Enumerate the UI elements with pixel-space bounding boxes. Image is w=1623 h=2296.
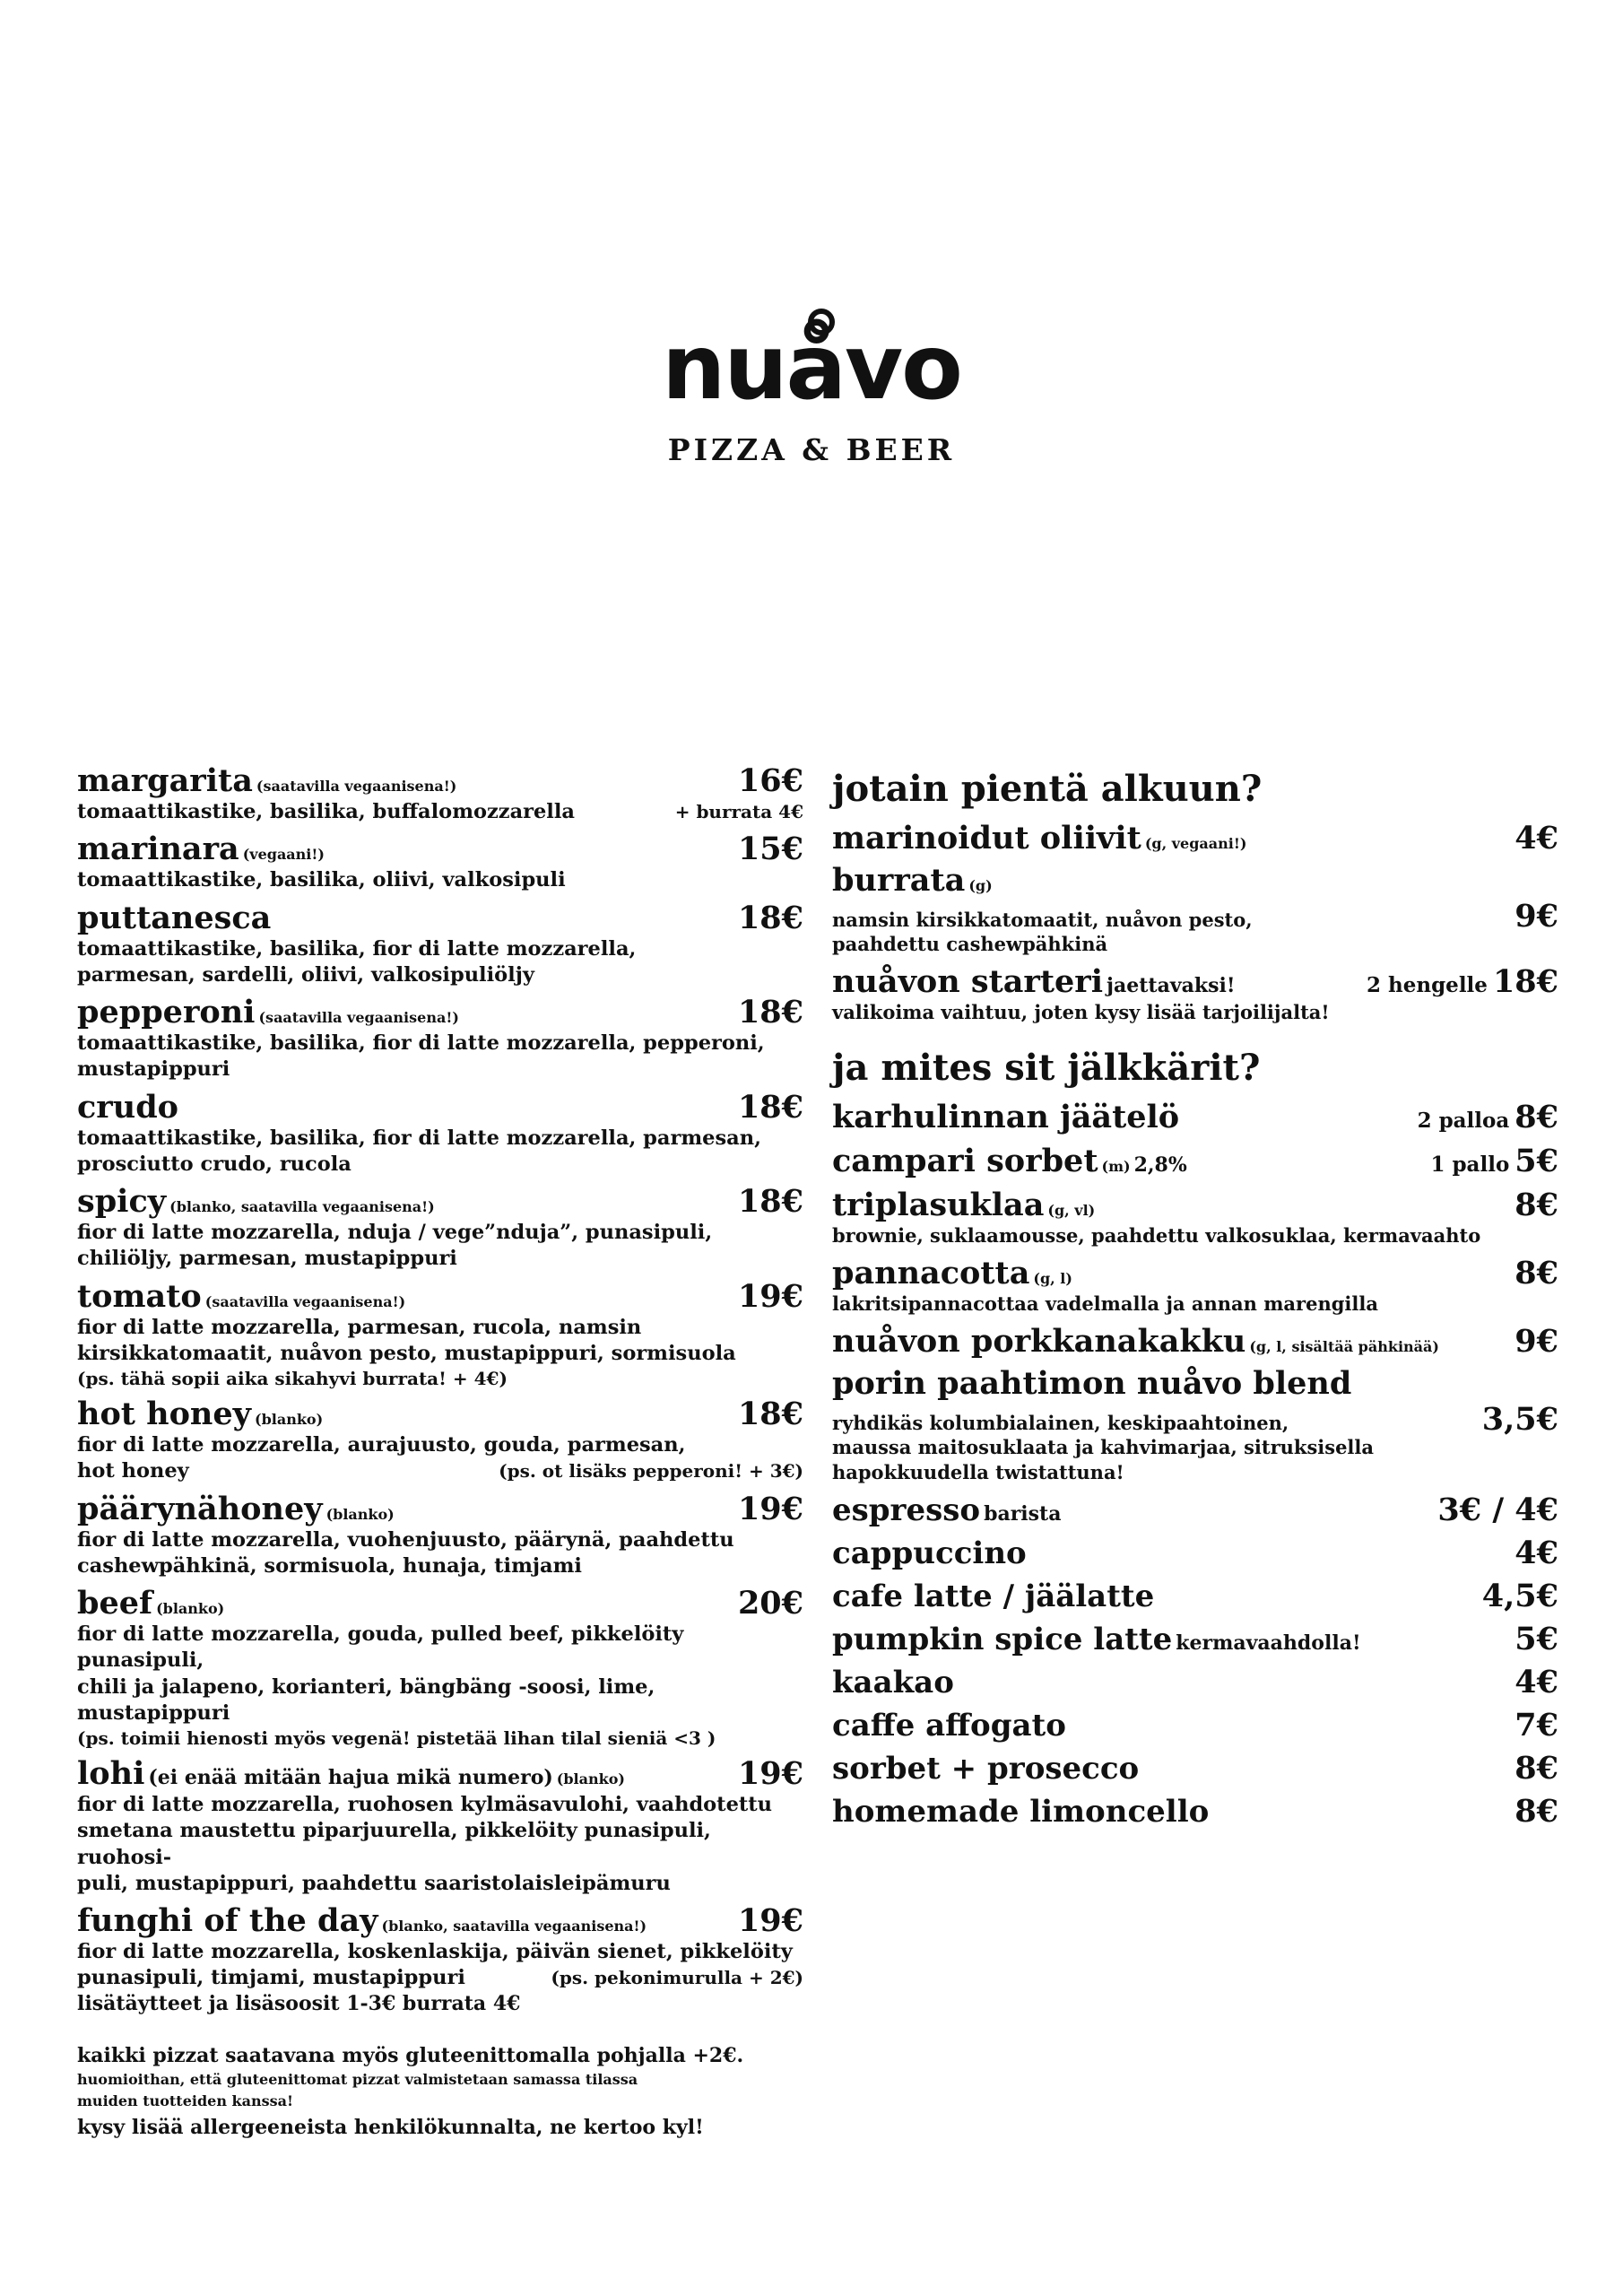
menu-item-price-group	[1515, 1535, 1558, 1571]
menu-item-name: kaakao	[832, 1664, 954, 1700]
menu-item-desc-row	[832, 898, 1558, 957]
menu-item-title	[832, 1144, 1187, 1178]
pizza-item	[77, 831, 803, 893]
pizza-item	[77, 1183, 803, 1273]
pizza-name: pepperoni	[77, 994, 256, 1031]
pizza-item	[77, 1585, 803, 1750]
menu-item-row	[832, 963, 1558, 1000]
pizza-desc-row	[77, 1458, 803, 1484]
pizza-price: 19€	[737, 1902, 803, 1939]
menu-item-note: jaettavaksi!	[1107, 974, 1236, 998]
blend-price: 3,5€	[1481, 1401, 1558, 1439]
pizza-title	[77, 1757, 625, 1791]
pizza-price: 15€	[737, 831, 803, 868]
menu-item-desc: namsin kirsikkatomaatit, nuåvon pesto, paahdettu cashewpähkinä	[832, 908, 1253, 956]
desserts-heading: ja mites sit jälkkärit?	[832, 1046, 1261, 1089]
menu-item-row	[832, 1492, 1558, 1528]
menu-item-price: 8€	[1515, 1254, 1558, 1292]
pizza-title-row	[77, 1396, 803, 1432]
menu-item-title	[832, 1325, 1439, 1359]
pizza-desc: tomaattikastike, basilika, oliivi, valkosipuli	[77, 868, 566, 892]
pizza-title-row	[77, 1089, 803, 1126]
pizza-name: marinara	[77, 831, 239, 868]
pizza-note: (saatavilla vegaanisena!)	[204, 1292, 406, 1310]
pizza-title	[77, 1904, 647, 1938]
pizza-item	[77, 900, 803, 989]
pizza-note: (blanko)	[556, 1770, 625, 1787]
logo-ring-icon	[808, 309, 835, 335]
menu-item	[832, 1793, 1558, 1830]
menu-item	[832, 1143, 1558, 1179]
menu-item	[832, 1099, 1558, 1135]
pizza-title-row	[77, 900, 803, 936]
menu-item-price: 8€	[1515, 1186, 1558, 1223]
menu-item	[832, 1621, 1558, 1657]
pizza-desc: fior di latte mozzarella, nduja / vege”nduja”, punasipuli, chiliöljy, parmesan, mustapippuri	[77, 1221, 713, 1271]
pizza-desc: tomaattikastike, basilika, fior di latte mozzarella, parmesan, prosciutto crudo, rucola	[77, 1126, 761, 1176]
menu-item-price: 8€	[1515, 1792, 1558, 1830]
menu-item-portion: 1 pallo	[1430, 1152, 1510, 1177]
menu-item-title	[832, 1752, 1139, 1786]
menu-item-name: sorbet + prosecco	[832, 1750, 1140, 1787]
starters-heading: jotain pientä alkuun?	[832, 768, 1263, 810]
menu-item-name: campari sorbet	[832, 1142, 1098, 1179]
pizza-title	[77, 1088, 179, 1126]
menu-item-price-group	[1515, 1664, 1558, 1700]
pizza-name: tomato	[77, 1277, 202, 1315]
allergen-note: kysy lisää allergeeneista henkilökunnalta, ne kertoo kyl!	[77, 2115, 704, 2139]
menu-item-name: nuåvon porkkanakakku	[832, 1323, 1246, 1361]
pizza-note: (blanko, saatavilla vegaanisena!)	[381, 1918, 647, 1935]
pizza-name: funghi of the day	[77, 1902, 378, 1939]
pizza-name: puttanesca	[77, 899, 272, 936]
menu-item	[832, 1535, 1558, 1571]
pizza-ps: (ps. tähä sopii aika sikahyvi burrata! + 4€)	[77, 1368, 508, 1389]
menu-item-price-group	[1515, 1750, 1558, 1787]
menu-item-name: pannacotta	[832, 1254, 1030, 1292]
pizza-title	[77, 1492, 395, 1526]
menu-item-note: (m)	[1101, 1157, 1131, 1175]
coffee-blend	[832, 1367, 1558, 1484]
menu-item-price: 4€	[1515, 1663, 1558, 1700]
pizza-price: 18€	[737, 1183, 803, 1220]
pizza-title-row	[77, 762, 803, 799]
menu-item-price-group	[1515, 1621, 1558, 1657]
menu-item-name: cafe latte / jäälatte	[832, 1578, 1155, 1614]
menu-item-row	[832, 1750, 1558, 1787]
pizza-price: 19€	[737, 1755, 803, 1792]
pizza-desc: fior di latte mozzarella, koskenlaskija, päivän sienet, pikkelöity	[77, 1940, 793, 1963]
pizza-title-row	[77, 831, 803, 867]
pizza-extra: + burrata 4€	[674, 801, 803, 822]
menu-item-row	[832, 1323, 1558, 1360]
menu-item-price-group	[1515, 1323, 1558, 1360]
pizza-title	[77, 1185, 435, 1219]
pizza-desc: punasipuli, timjami, mustapippuri	[77, 1966, 465, 1990]
gluten-warning: huomioithan, että gluteenittomat pizzat valmistetaan samassa tilassa	[77, 2071, 638, 2089]
menu-item-row	[832, 1664, 1558, 1700]
menu-item	[832, 1578, 1558, 1614]
pizza-item	[77, 1089, 803, 1178]
toppings-note: lisätäytteet ja lisäsoosit 1-3€ burrata 4€	[77, 1992, 521, 2015]
menu-item-desc: lakritsipannacottaa vadelmalla ja annan marengilla	[832, 1292, 1378, 1315]
pizza-desc: tomaattikastike, basilika, fior di latte mozzarella, parmesan, sardelli, oliivi, valkosipuliöljy	[77, 936, 637, 987]
pizza-item	[77, 1755, 803, 1897]
pizza-desc: fior di latte mozzarella, aurajuusto, gouda, parmesan,	[77, 1433, 686, 1457]
menu-item	[832, 820, 1558, 857]
menu-item-title	[832, 1666, 954, 1700]
pizza-name: margarita	[77, 762, 253, 799]
menu-item-price: 5€	[1515, 1620, 1558, 1657]
brand-logo	[662, 315, 961, 420]
menu-item-row	[832, 1578, 1558, 1614]
menu-item-row	[832, 1143, 1558, 1179]
pizza-desc: fior di latte mozzarella, parmesan, rucola, namsin kirsikkatomaatit, nuåvon pesto, mustapippuri, sormisuola	[77, 1315, 736, 1365]
menu-item-name: caffe affogato	[832, 1707, 1066, 1744]
menu-item-price-group	[1515, 820, 1558, 857]
brand-tagline: PIZZA & BEER	[667, 432, 956, 467]
pizza-item	[77, 1278, 803, 1391]
menu-item-price-group	[1430, 1143, 1558, 1179]
menu-item-row	[832, 1707, 1558, 1744]
menu-item-name: burrata	[832, 862, 966, 899]
pizza-note: (blanko)	[156, 1600, 225, 1617]
pizza-title-row	[77, 1755, 803, 1792]
menu-item-price-group	[1515, 898, 1558, 935]
starters-list	[832, 820, 1558, 1025]
pizza-price: 18€	[737, 1088, 803, 1126]
pizza-note: (saatavilla vegaanisena!)	[258, 1009, 459, 1026]
menu-item-price-group	[1515, 1707, 1558, 1744]
menu-item-title	[832, 1100, 1179, 1135]
menu-item-row	[832, 1793, 1558, 1830]
pizza-desc: tomaattikastike, basilika, fior di latte mozzarella, pepperoni, mustapippuri	[77, 1031, 765, 1082]
menu-item-price-group	[1367, 963, 1558, 1000]
menu-item-price: 5€	[1515, 1142, 1558, 1179]
menu-item-title	[832, 1254, 1072, 1292]
menu-item-title	[832, 1494, 1061, 1527]
menu-item-desc: valikoima vaihtuu, joten kysy lisää tarjoilijalta!	[832, 1001, 1330, 1024]
menu-item-note: (g, vl)	[1047, 1201, 1096, 1219]
pizza-item	[77, 1902, 803, 1992]
menu-item-price: 4€	[1515, 820, 1558, 857]
pizza-title	[77, 764, 456, 798]
side-menu	[832, 768, 1558, 1836]
menu-item	[832, 1707, 1558, 1744]
menu-item-row	[832, 1535, 1558, 1571]
menu-item-row	[832, 1187, 1558, 1223]
blend-desc-line: ryhdikäs kolumbialainen, keskipaahtoinen,	[832, 1412, 1289, 1435]
pizza-desc-row	[77, 799, 803, 825]
menu-item-title	[832, 1623, 1361, 1657]
menu-item-name: espresso	[832, 1492, 981, 1528]
menu-item-price-group	[1418, 1099, 1558, 1135]
pizza-price: 18€	[737, 994, 803, 1031]
menu-item-price-group	[1515, 1793, 1558, 1830]
menu-item	[832, 1255, 1558, 1316]
menu-item-price: 3€ / 4€	[1437, 1491, 1558, 1528]
menu-item-note: barista	[984, 1501, 1062, 1526]
menu-item-price-group	[1515, 1255, 1558, 1292]
menu-item-name: karhulinnan jäätelö	[832, 1098, 1180, 1135]
menu-item-name: triplasuklaa	[832, 1186, 1045, 1223]
pizza-title	[77, 832, 325, 866]
menu-item	[832, 1492, 1558, 1528]
pizza-title	[77, 901, 271, 935]
menu-item-portion: 2 hengelle	[1367, 973, 1488, 998]
pizza-name: hot honey	[77, 1396, 251, 1432]
menu-item-price: 8€	[1515, 1098, 1558, 1135]
pizza-item	[77, 1491, 803, 1580]
pizza-name: crudo	[77, 1088, 179, 1126]
menu-item	[832, 1187, 1558, 1248]
pizza-desc-row	[77, 1965, 803, 1991]
pizza-title	[77, 1277, 406, 1315]
pizza-name: spicy	[77, 1183, 167, 1220]
pizza-item	[77, 994, 803, 1083]
menu-item-name: cappuccino	[832, 1535, 1027, 1571]
menu-item-title	[832, 1537, 1027, 1570]
menu-item	[832, 1750, 1558, 1787]
menu-item-price: 7€	[1515, 1706, 1558, 1744]
menu-item	[832, 1323, 1558, 1360]
menu-item-price: 18€	[1492, 963, 1558, 1001]
menu-item-name: homemade limoncello	[832, 1793, 1210, 1830]
pizza-title-row	[77, 1183, 803, 1220]
pizza-title	[77, 1587, 224, 1621]
pizza-desc: fior di latte mozzarella, gouda, pulled beef, pikkelöity punasipuli, chili ja jalapeno, korianteri, bängbäng -soosi, lime, mustapippuri	[77, 1622, 684, 1725]
menu-item-row	[832, 1255, 1558, 1292]
pizza-title	[77, 996, 459, 1030]
pizza-note: (blanko)	[325, 1505, 395, 1523]
menu-item-note: (g, l)	[1033, 1269, 1072, 1287]
menu-item-row	[832, 1099, 1558, 1135]
menu-item-note: (g)	[968, 877, 993, 894]
pizza-title-row	[77, 1902, 803, 1939]
menu-item-desc: brownie, suklaamousse, paahdettu valkosuklaa, kermavaahto	[832, 1223, 1481, 1247]
menu-item-price-group	[1515, 1187, 1558, 1223]
menu-item-name: marinoidut oliivit	[832, 820, 1141, 857]
pizza-desc: fior di latte mozzarella, ruohosen kylmäsavulohi, vaahdotettu smetana maustettu piparjuurella, pikkelöity punasipuli, ruohosi- puli, mustapippuri, paahdettu saaristolaisleipämuru	[77, 1793, 773, 1895]
menu-item	[832, 963, 1558, 1024]
pizza-note: (vegaani!)	[242, 846, 325, 864]
pizza-desc: hot honey	[77, 1459, 189, 1483]
desserts-list	[832, 1099, 1558, 1361]
menu-item-row	[832, 864, 1558, 898]
menu-item-price: 8€	[1515, 1749, 1558, 1787]
pizza-note: (saatavilla vegaanisena!)	[256, 778, 457, 795]
pizza-footer	[77, 1991, 812, 2141]
pizza-name: lohi	[77, 1755, 145, 1792]
menu-item-note: kermavaahdolla!	[1176, 1631, 1361, 1655]
menu-item-title	[832, 822, 1246, 856]
menu-item-title	[832, 1580, 1154, 1613]
pizza-desc: fior di latte mozzarella, vuohenjuusto, päärynä, paahdettu cashewpähkinä, sormisuola, hunaja, timjami	[77, 1527, 734, 1578]
pizza-price: 18€	[737, 1396, 803, 1432]
menu-item-row	[832, 820, 1558, 857]
blend-desc-line: maussa maitosuklaata ja kahvimarjaa, sitruksisella	[832, 1436, 1374, 1459]
menu-item-price: 9€	[1515, 1323, 1558, 1361]
brand-header	[0, 315, 1623, 467]
menu-item-row	[832, 1621, 1558, 1657]
pizza-item	[77, 1396, 803, 1485]
pizza-extra: (ps. ot lisäks pepperoni! + 3€)	[499, 1460, 803, 1483]
menu-item-price-group	[1482, 1578, 1558, 1614]
menu-item-title	[832, 1709, 1066, 1743]
pizza-note: (blanko, saatavilla vegaanisena!)	[169, 1198, 435, 1215]
pizza-ps: (ps. toimii hienosti myös vegenä! pistetää lihan tilal sieniä <3 )	[77, 1727, 716, 1749]
menu-item-price-group	[1437, 1492, 1558, 1528]
pizza-extra: (ps. pekonimurulla + 2€)	[551, 1967, 803, 1989]
blend-name: porin paahtimon nuåvo blend	[832, 1365, 1352, 1403]
menu-item-title	[832, 965, 1236, 999]
pizza-price: 18€	[737, 899, 803, 936]
blend-desc-line: hapokkuudella twistattuna!	[832, 1460, 1124, 1483]
pizza-price: 20€	[737, 1585, 803, 1622]
pizza-title-row	[77, 1278, 803, 1315]
pizza-name: päärynähoney	[77, 1490, 323, 1527]
pizza-title-row	[77, 994, 803, 1031]
menu-item	[832, 864, 1558, 956]
menu-item-price: 4,5€	[1481, 1577, 1558, 1614]
pizza-title-row	[77, 1491, 803, 1527]
pizza-name: beef	[77, 1585, 153, 1622]
menu-item-title	[832, 1793, 1210, 1830]
coffee-list	[832, 1492, 1558, 1830]
pizza-title	[77, 1397, 323, 1431]
menu-item-portion: 2 palloa	[1417, 1108, 1510, 1133]
menu-item-price: 9€	[1515, 897, 1558, 935]
pizza-note: (ei enää mitään hajua mikä numero)	[148, 1766, 553, 1789]
menu-item-note: (g, l, sisältää pähkinää)	[1249, 1338, 1439, 1356]
menu-item-title	[832, 1188, 1095, 1222]
menu-item-note: (g, vegaani!)	[1144, 835, 1247, 852]
pizza-menu	[77, 762, 803, 1997]
gluten-note: kaikki pizzat saatavana myös gluteenittomalla pohjalla +2€.	[77, 2043, 744, 2067]
menu-item-title	[832, 864, 993, 898]
pizza-title-row	[77, 1585, 803, 1622]
pizza-desc: tomaattikastike, basilika, buffalomozzarella	[77, 800, 575, 823]
menu-item	[832, 1664, 1558, 1700]
menu-item-price: 4€	[1515, 1534, 1558, 1571]
pizza-note: (blanko)	[255, 1411, 324, 1428]
menu-item-note: 2,8%	[1133, 1152, 1187, 1177]
brand-name: nuåvo	[662, 315, 961, 420]
menu-item-name: pumpkin spice latte	[832, 1621, 1173, 1657]
pizza-price: 16€	[737, 762, 803, 799]
pizza-price: 19€	[737, 1490, 803, 1527]
gluten-warning: muiden tuotteiden kanssa!	[77, 2092, 294, 2109]
menu-item-name: nuåvon starteri	[832, 963, 1104, 1001]
pizza-item	[77, 762, 803, 825]
pizza-price: 19€	[737, 1277, 803, 1315]
